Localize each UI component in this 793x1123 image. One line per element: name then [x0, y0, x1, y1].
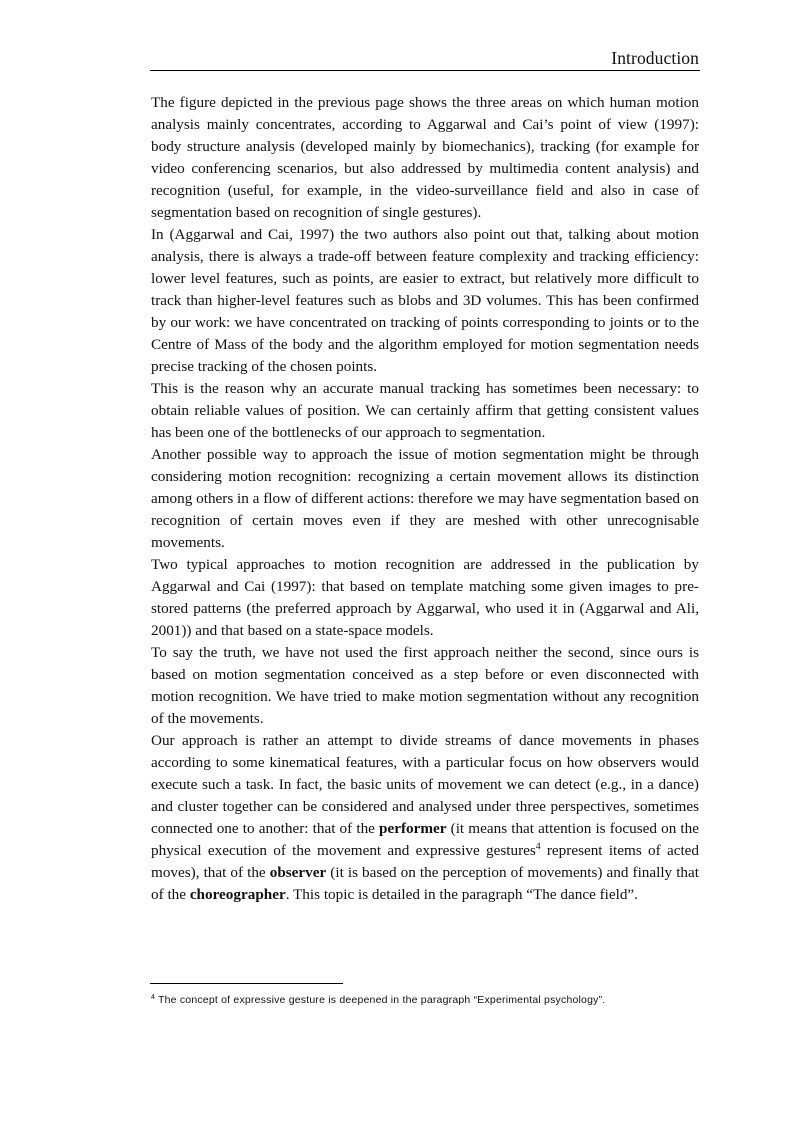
paragraph-1: The figure depicted in the previous page shows the three areas on which human motion analysis mainly concentrates, according to Aggarwal and Cai’s point of view (1997): body structure analysis (developed mainly by biomechanics), tracking (for example for video conferencing scenarios, but also addressed by multimedia content analysis) and recognition (useful, for example, in the video-surveillance field and also in case of segmentation based on recognition of single gestures).	[151, 94, 699, 221]
paragraph-7-text-e: . This topic is detailed in the paragraph “The dance field”.	[285, 886, 638, 903]
paragraph-2: In (Aggarwal and Cai, 1997) the two authors also point out that, talking about motion analysis, there is always a trade-off between feature complexity and tracking efficiency: lower level features, such as points, are easier to extract, but relatively more difficult to track than higher-level features such as blobs and 3D volumes. This has been confirmed by our work: we have concentrated on tracking of points corresponding to joints or to the Centre of Mass of the body and the algorithm employed for motion segmentation needs precise tracking of the chosen points.	[151, 226, 699, 375]
footnote-number: 4	[151, 994, 156, 1001]
paragraph-7-text-c: represent items of acted moves), that of the	[151, 842, 700, 881]
paragraph-7-text-b: (it means that attention is focused on the physical execution of the movement and expressive gestures	[151, 820, 699, 859]
header-rule	[150, 70, 700, 71]
paragraph-4: Another possible way to approach the issue of motion segmentation might be through considering motion recognition: recognizing a certain movement allows its distinction among others in a flow of different actions: therefore we may have segmentation based on recognition of certain moves even if they are meshed with other unrecognisable movements.	[151, 446, 699, 551]
term-performer: performer	[379, 820, 447, 837]
body-text	[151, 92, 699, 906]
paragraph-7-text-d: (it is based on the perception of movements) and finally that of the	[151, 864, 699, 903]
term-choreographer: choreographer	[189, 886, 286, 903]
page-header-title: Introduction	[611, 48, 699, 68]
term-observer: observer	[269, 864, 327, 881]
footnote-separator	[150, 983, 343, 984]
paragraph-7	[151, 730, 699, 906]
paragraph-7-text-a: Our approach is rather an attempt to divide streams of dance movements in phases according to some kinematical features, with a particular focus on how observers would execute such a task. In fact, the basic units of movement we can detect (e.g., in a dance) and cluster together can be considered and analysed under three perspectives, sometimes connected one to another: that of the	[151, 732, 699, 837]
footnote-text: The concept of expressive gesture is deepened in the paragraph “Experimental psychology”.	[155, 994, 606, 1006]
paragraph-6: To say the truth, we have not used the first approach neither the second, since ours is based on motion segmentation conceived as a step before or even disconnected with motion recognition. We have tried to make motion segmentation without any recognition of the movements.	[151, 644, 699, 727]
footnote	[151, 993, 711, 1007]
paragraph-5: Two typical approaches to motion recognition are addressed in the publication by Aggarwal and Cai (1997): that based on template matching some given images to pre-stored patterns (the preferred approach by Aggarwal, who used it in (Aggarwal and Ali, 2001)) and that based on a state-space models.	[151, 556, 699, 639]
paragraph-3: This is the reason why an accurate manual tracking has sometimes been necessary: to obtain reliable values of position. We can certainly affirm that getting consistent values has been one of the bottlenecks of our approach to segmentation.	[151, 380, 699, 441]
footnote-reference: 4	[535, 842, 541, 852]
